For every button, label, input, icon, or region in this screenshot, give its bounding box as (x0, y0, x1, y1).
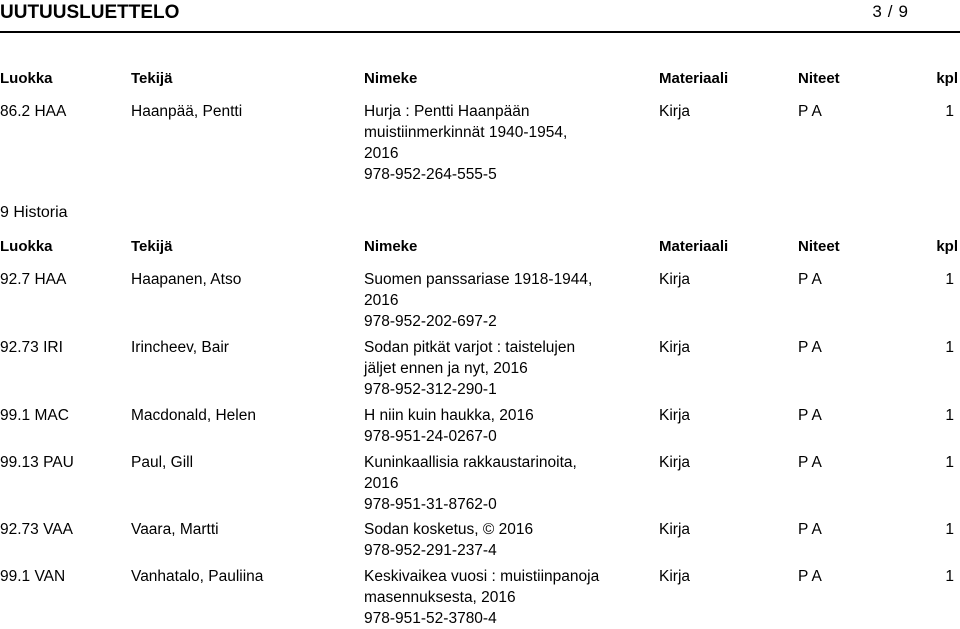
column-header (0, 238, 960, 258)
item-tekija: Irincheev, Bair (131, 339, 229, 356)
item-nimeke-line: 2016 (364, 292, 399, 309)
item-tekija: Vaara, Martti (131, 521, 219, 538)
item-nimeke-line: 2016 (364, 145, 399, 162)
title-divider (0, 31, 960, 33)
header-luokka: Luokka (0, 70, 53, 87)
item-luokka: 92.73 VAA (0, 521, 73, 538)
item-materiaali: Kirja (659, 103, 691, 120)
item-nimeke-line: 978-952-291-237-4 (364, 542, 497, 559)
item-nimeke-line: Keskivaikea vuosi : muistiinpanoja (364, 568, 600, 585)
item-luokka: 99.1 VAN (0, 568, 66, 585)
page-number (872, 2, 908, 22)
item-kpl: 1 (945, 271, 954, 288)
item-materiaali: Kirja (659, 407, 691, 424)
header-materiaali: Materiaali (659, 238, 729, 255)
item-tekija: Macdonald, Helen (131, 407, 256, 424)
item-niteet: P A (798, 568, 822, 585)
item-nimeke (364, 101, 567, 185)
item-nimeke-line: 978-951-31-8762-0 (364, 496, 497, 513)
header-nimeke: Nimeke (364, 238, 418, 255)
item-luokka: 86.2 HAA (0, 103, 67, 120)
item-nimeke-line: masennuksesta, 2016 (364, 589, 516, 606)
item-nimeke-line: 978-952-202-697-2 (364, 313, 497, 330)
item-nimeke-line: 978-951-52-3780-4 (364, 610, 497, 627)
item-nimeke-line: Hurja : Pentti Haanpään (364, 103, 530, 120)
item-kpl: 1 (945, 568, 954, 585)
item-materiaali: Kirja (659, 271, 691, 288)
item-tekija: Paul, Gill (131, 454, 194, 471)
item-luokka: 99.13 PAU (0, 454, 74, 471)
column-header (0, 70, 960, 90)
item-tekija: Haapanen, Atso (131, 271, 242, 288)
item-niteet: P A (798, 103, 822, 120)
item-nimeke-line: Suomen panssariase 1918-1944, (364, 271, 593, 288)
item-nimeke-line: 978-952-264-555-5 (364, 166, 497, 183)
header-kpl: kpl (936, 238, 958, 255)
item-kpl: 1 (945, 454, 954, 471)
item-kpl: 1 (945, 407, 954, 424)
item-materiaali: Kirja (659, 454, 691, 471)
item-niteet: P A (798, 271, 822, 288)
item-nimeke-line: Sodan pitkät varjot : taistelujen (364, 339, 576, 356)
item-nimeke (364, 519, 533, 561)
item-nimeke-line: jäljet ennen ja nyt, 2016 (364, 360, 528, 377)
item-nimeke-line: muistiinmerkinnät 1940-1954, (364, 124, 568, 141)
section-title: 9 Historia (0, 204, 68, 221)
item-niteet: P A (798, 339, 822, 356)
item-nimeke-line: H niin kuin haukka, 2016 (364, 407, 534, 424)
item-tekija: Haanpää, Pentti (131, 103, 243, 120)
item-luokka: 92.73 IRI (0, 339, 63, 356)
item-kpl: 1 (945, 103, 954, 120)
item-nimeke-line: 978-952-312-290-1 (364, 381, 497, 398)
item-nimeke (364, 452, 577, 515)
item-materiaali: Kirja (659, 339, 691, 356)
item-nimeke (364, 337, 575, 400)
header-tekija: Tekijä (131, 70, 173, 87)
header-niteet: Niteet (798, 238, 840, 255)
item-materiaali: Kirja (659, 521, 691, 538)
item-niteet: P A (798, 407, 822, 424)
item-luokka: 99.1 MAC (0, 407, 69, 424)
item-nimeke (364, 269, 592, 332)
item-nimeke (364, 566, 599, 629)
page-current: 3 (872, 2, 882, 21)
page-total: 9 (898, 2, 908, 21)
item-kpl: 1 (945, 521, 954, 538)
page-title: UUTUUSLUETTELO (0, 2, 180, 23)
item-nimeke-line: 2016 (364, 475, 399, 492)
item-nimeke-line: 978-951-24-0267-0 (364, 428, 497, 445)
page-separator: / (887, 2, 893, 21)
item-luokka: 92.7 HAA (0, 271, 67, 288)
header-niteet: Niteet (798, 70, 840, 87)
item-niteet: P A (798, 521, 822, 538)
header-kpl: kpl (936, 70, 958, 87)
item-nimeke-line: Kuninkaallisia rakkaustarinoita, (364, 454, 577, 471)
header-tekija: Tekijä (131, 238, 173, 255)
header-luokka: Luokka (0, 238, 53, 255)
item-kpl: 1 (945, 339, 954, 356)
item-nimeke-line: Sodan kosketus, © 2016 (364, 521, 534, 538)
header-nimeke: Nimeke (364, 70, 418, 87)
item-nimeke (364, 405, 534, 447)
item-niteet: P A (798, 454, 822, 471)
header-materiaali: Materiaali (659, 70, 729, 87)
item-materiaali: Kirja (659, 568, 691, 585)
item-tekija: Vanhatalo, Pauliina (131, 568, 264, 585)
